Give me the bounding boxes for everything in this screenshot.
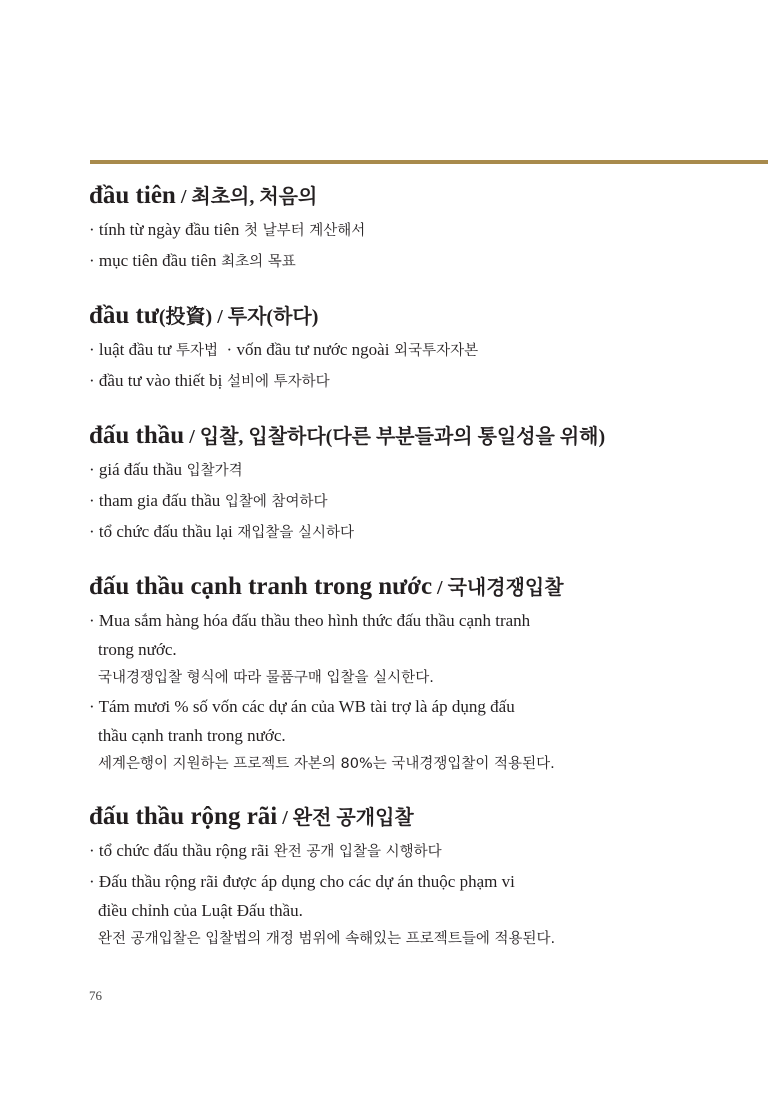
usage-line [89,517,749,548]
example-sentence-continued: trong nước. [98,640,177,659]
example-translation: 세계은행이 지원하는 프로젝트 자본의 80%는 국내경쟁입찰이 적용된다. [98,756,555,772]
usage-vi: · tham gia đấu thầu [89,491,221,510]
entry-dau-thau [89,418,749,548]
usage-vi: · vốn đầu tư nước ngoài [218,340,390,359]
usage-ko: 최초의 목표 [216,254,296,270]
entry-dau-tien [89,178,749,277]
usage-line [89,246,749,277]
usage-line [89,366,749,397]
entry-dau-thau-rong-rai [89,799,749,953]
example-translation: 완전 공개입찰은 입찰법의 개정 범위에 속해있는 프로젝트들에 적용된다. [98,931,556,947]
usage-line [89,836,749,867]
usage-ko: 설비에 투자하다 [222,374,330,390]
usage-line [89,455,749,486]
usage-ko: 입찰가격 [182,463,243,479]
usage-line [89,486,749,517]
entry-heading [89,418,749,455]
example-sentence: · Đấu thầu rộng rãi được áp dụng cho các dự án thuộc phạm vi [89,872,515,891]
entry-term: đấu thầu rộng rãi [89,803,278,830]
example-sentence: · Tám mươi % số vốn các dự án của WB tài trợ là áp dụng đấu [89,697,515,716]
entry-heading [89,178,749,215]
usage-vi: · tính từ ngày đầu tiên [89,220,240,239]
example-translation: 국내경쟁입찰 형식에 따라 물품구매 입찰을 실시한다. [98,670,434,686]
entry-gloss: (投資) / 투자(하다) [158,306,319,328]
entry-heading [89,799,749,836]
entry-term: đấu thầu [89,422,185,449]
usage-ko: 완전 공개 입찰을 시행하다 [269,844,442,860]
example-sentence-continued: thầu cạnh tranh trong nước. [98,726,286,745]
usage-line [89,335,749,366]
entry-gloss: / 완전 공개입찰 [277,807,414,829]
entry-gloss: / 최초의, 처음의 [175,186,318,208]
usage-vi: · tổ chức đấu thầu lại [89,522,233,541]
usage-line [89,215,749,246]
dictionary-content [89,178,749,974]
usage-vi: · giá đấu thầu [89,460,182,479]
entry-dau-thau-canh-tranh [89,569,749,778]
usage-ko: 투자법 [171,343,219,359]
usage-vi: · đầu tư vào thiết bị [89,371,223,390]
page-number: 76 [89,988,102,1003]
entry-term: đầu tư [89,302,159,329]
usage-vi: · mục tiên đầu tiên [89,251,217,270]
example-sentence: · Mua sắm hàng hóa đấu thầu theo hình thức đấu thầu cạnh tranh [89,611,531,630]
entry-gloss: / 국내경쟁입찰 [432,577,564,599]
usage-vi: · tổ chức đấu thầu rộng rãi [89,841,270,860]
usage-ko: 첫 날부터 계산해서 [239,223,366,239]
usage-ko: 재입찰을 실시하다 [232,525,355,541]
entry-heading [89,298,749,335]
entry-heading [89,569,749,606]
usage-ko: 입찰에 참여하다 [220,494,328,510]
header-rule [90,160,768,164]
entry-gloss: / 입찰, 입찰하다(다른 부분들과의 통일성을 위해) [184,426,606,448]
usage-vi: · luật đầu tư [89,340,172,359]
entry-dau-tu [89,298,749,397]
entry-term: đầu tiên [89,182,176,209]
entry-term: đấu thầu cạnh tranh trong nước [89,573,433,600]
usage-ko: 외국투자자본 [389,343,479,359]
example-sentence-continued: điều chỉnh của Luật Đấu thầu. [98,901,303,920]
